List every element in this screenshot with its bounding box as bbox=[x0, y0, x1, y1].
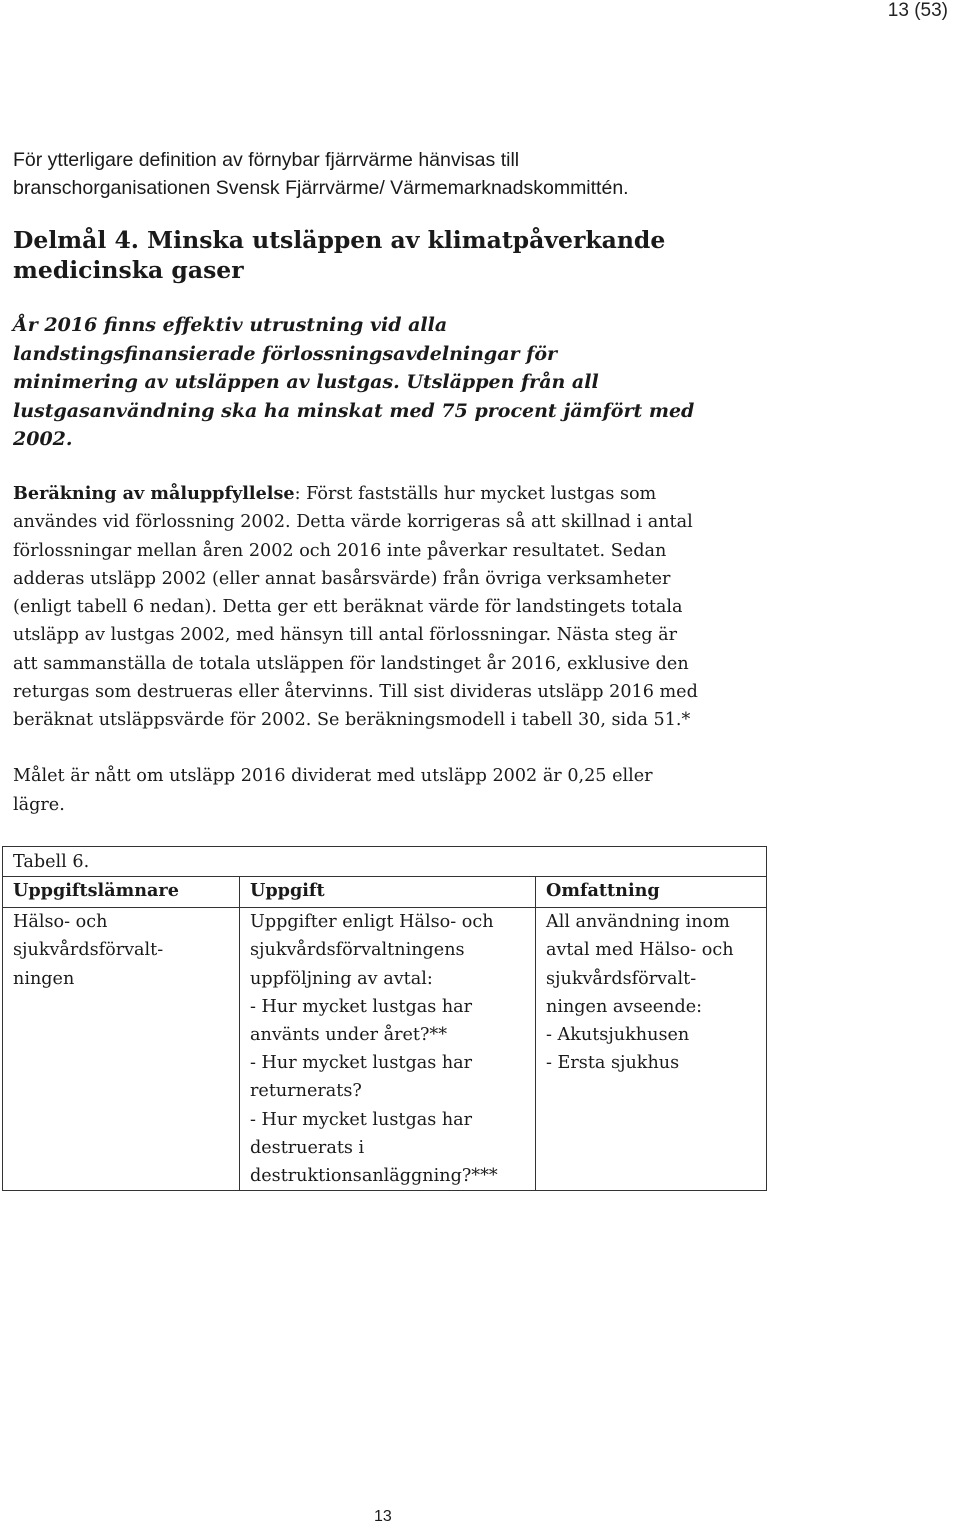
intro-line: branschorganisationen Svensk Fjärrvärme/ Värmemarknadskommittén. bbox=[13, 177, 629, 199]
cell-line: destruktionsanläggning?*** bbox=[250, 1166, 498, 1187]
heading-line: medicinska gaser bbox=[13, 256, 244, 284]
table-caption-row bbox=[3, 847, 767, 877]
goal-line: 2002. bbox=[13, 428, 73, 450]
table-caption: Tabell 6. bbox=[3, 847, 767, 877]
cell-line: sjukvårdsförvalt- bbox=[546, 968, 697, 989]
header-omfattning: Omfattning bbox=[536, 877, 767, 908]
cell-line: sjukvårdsförvaltningens bbox=[250, 940, 465, 961]
goal-line: minimering av utsläppen av lustgas. Utsläppen från all bbox=[13, 371, 599, 393]
header-uppgift: Uppgift bbox=[240, 877, 536, 908]
target-line: Målet är nått om utsläpp 2016 dividerat med utsläpp 2002 är 0,25 eller bbox=[13, 766, 653, 786]
calc-label: Beräkning av måluppfyllelse bbox=[13, 483, 295, 504]
cell-line: använts under året?** bbox=[250, 1025, 448, 1046]
cell-line: ningen bbox=[13, 968, 75, 989]
section-heading bbox=[13, 225, 933, 285]
cell-line: sjukvårdsförvalt- bbox=[13, 940, 164, 961]
table-header-row bbox=[3, 877, 767, 908]
cell-line: destruerats i bbox=[250, 1137, 365, 1158]
cell-line: - Hur mycket lustgas har bbox=[250, 1053, 473, 1074]
calc-line: returgas som destrueras eller återvinns. Till sist divideras utsläpp 2016 med bbox=[13, 682, 698, 703]
cell-line: - Hur mycket lustgas har bbox=[250, 996, 473, 1017]
target-paragraph bbox=[13, 762, 933, 819]
cell-uppgift bbox=[240, 908, 536, 1191]
calc-line: förlossningar mellan åren 2002 och 2016 inte påverkar resultatet. Sedan bbox=[13, 540, 667, 561]
calc-line: beräknat utsläppsvärde för 2002. Se beräkningsmodell i tabell 30, sida 51.* bbox=[13, 710, 691, 731]
cell-line: ningen avseende: bbox=[546, 996, 703, 1017]
cell-line: Hälso- och bbox=[13, 912, 108, 933]
calc-line bbox=[13, 480, 933, 508]
goal-line: landstingsfinansierade förlossningsavdelningar för bbox=[13, 342, 558, 365]
cell-line: - Ersta sjukhus bbox=[546, 1053, 680, 1074]
cell-line: returnerats? bbox=[250, 1081, 362, 1102]
target-line: lägre. bbox=[13, 794, 65, 815]
footer-page-number: 13 bbox=[374, 1508, 392, 1525]
calc-line: adderas utsläpp 2002 (eller annat basårsvärde) från övriga verksamheter bbox=[13, 568, 671, 589]
goal-statement bbox=[13, 311, 933, 454]
cell-uppgiftslamnare bbox=[3, 908, 240, 1191]
calc-line: att sammanställa de totala utsläppen för landstinget år 2016, exklusive den bbox=[13, 653, 689, 674]
cell-line: - Akutsjukhusen bbox=[546, 1025, 690, 1046]
cell-line: All användning inom bbox=[546, 912, 730, 933]
intro-line: För ytterligare definition av förnybar fjärrvärme hänvisas till bbox=[13, 149, 520, 171]
cell-line: - Hur mycket lustgas har bbox=[250, 1109, 473, 1130]
header-uppgiftslamnare: Uppgiftslämnare bbox=[3, 877, 240, 908]
intro-paragraph bbox=[13, 146, 933, 202]
calc-line: utsläpp av lustgas 2002, med hänsyn till antal förlossningar. Nästa steg är bbox=[13, 625, 678, 646]
heading-line: Delmål 4. Minska utsläppen av klimatpåverkande bbox=[13, 226, 666, 254]
goal-line: lustgasanvändning ska ha minskat med 75 procent jämfört med bbox=[13, 399, 695, 422]
calculation-paragraph bbox=[13, 480, 933, 735]
table-6 bbox=[2, 846, 767, 1191]
calc-line: (enligt tabell 6 nedan). Detta ger ett beräknat värde för landstingets totala bbox=[13, 597, 683, 618]
cell-omfattning bbox=[536, 908, 767, 1191]
table-row bbox=[3, 908, 767, 1191]
cell-line: uppföljning av avtal: bbox=[250, 968, 433, 989]
cell-line: avtal med Hälso- och bbox=[546, 940, 734, 961]
calc-line: användes vid förlossning 2002. Detta värde korrigeras så att skillnad i antal bbox=[13, 512, 693, 533]
cell-line: Uppgifter enligt Hälso- och bbox=[250, 912, 494, 933]
header-page-label: 13 (53) bbox=[887, 0, 948, 21]
goal-line: År 2016 finns effektiv utrustning vid alla bbox=[13, 314, 448, 336]
calc-first-line: : Först fastställs hur mycket lustgas som bbox=[294, 484, 657, 504]
